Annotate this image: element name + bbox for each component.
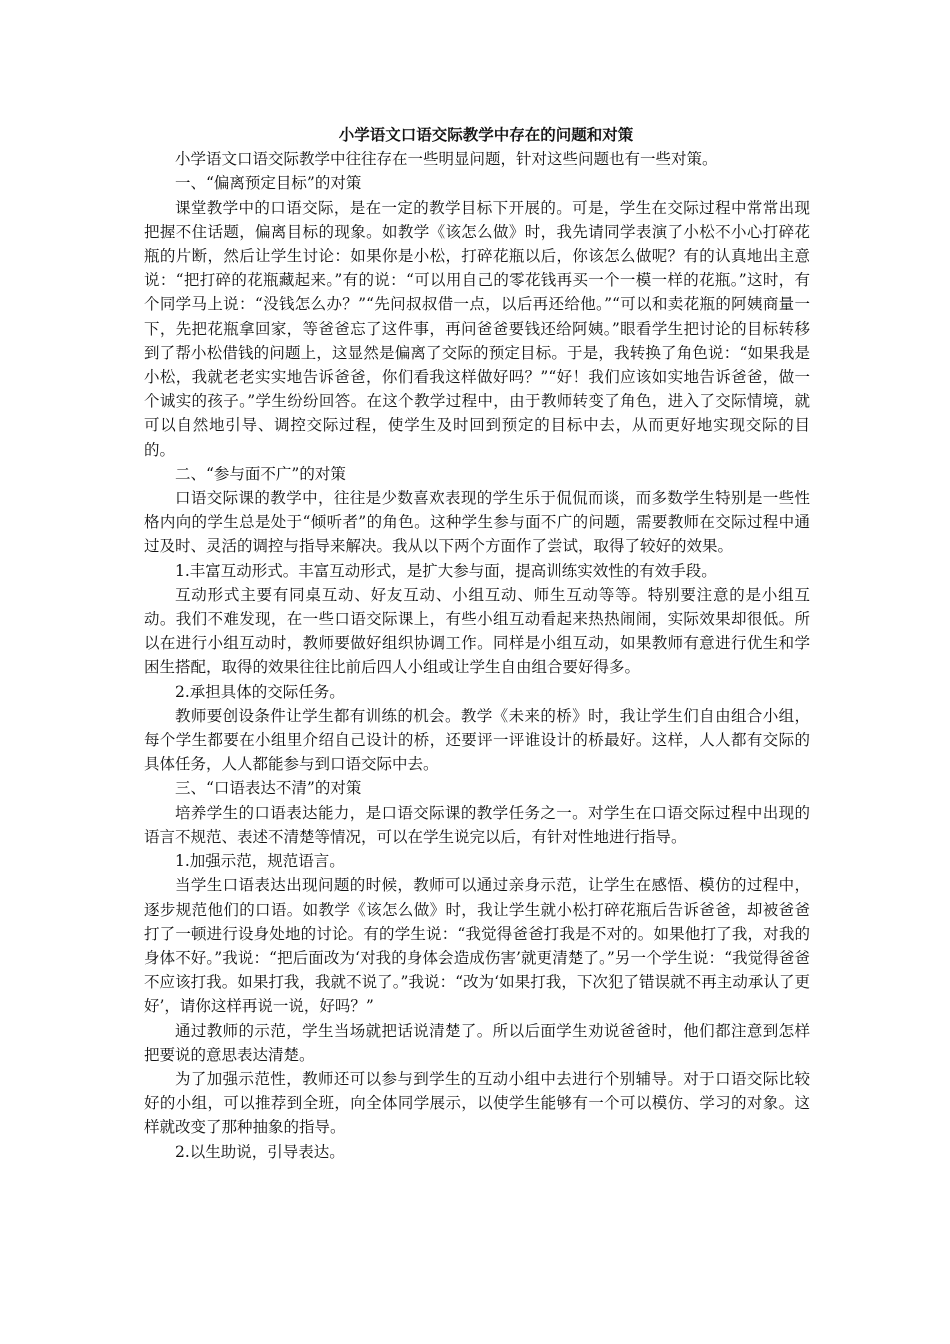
subheading: 1.丰富互动形式。丰富互动形式，是扩大参与面，提高训练实效性的有效手段。	[175, 561, 717, 580]
body-paragraph: 通过教师的示范，学生当场就把话说清楚了。所以后面学生劝说爸爸时，他们都注意到怎样把要说的意思表达清楚。	[144, 1021, 810, 1064]
body-paragraph: 互动形式主要有同桌互动、好友互动、小组互动、师生互动等等。特别要注意的是小组互动。我们不难发现，在一些口语交际课上，有些小组互动看起来热热闹闹，实际效果却很低。所以在进行小组互动时，教师要做好组织协调工作。同样是小组互动，如果教师有意进行优生和学困生搭配，取得的效果往往比前后四人小组或让学生自由组合要好得多。	[144, 585, 810, 677]
section-heading-2: 二、“参与面不广”的对策	[175, 464, 346, 483]
subheading: 2.以生助说，引导表达。	[175, 1142, 345, 1161]
document-body	[144, 123, 810, 1164]
section-heading-1: 一、“偏离预定目标”的对策	[175, 174, 362, 193]
body-paragraph: 口语交际课的教学中，往往是少数喜欢表现的学生乐于侃侃而谈，而多数学生特别是一些性格内向的学生总是处于“倾听者”的角色。这种学生参与面不广的问题，需要教师在交际过程中通过及时、灵活的调控与指导来解决。我从以下两个方面作了尝试，取得了较好的效果。	[144, 489, 810, 556]
body-paragraph: 培养学生的口语表达能力，是口语交际课的教学任务之一。对学生在口语交际过程中出现的语言不规范、表述不清楚等情况，可以在学生说完以后，有针对性地进行指导。	[144, 803, 810, 846]
subheading: 1.加强示范，规范语言。	[175, 852, 345, 871]
body-paragraph: 课堂教学中的口语交际，是在一定的教学目标下开展的。可是，学生在交际过程中常常出现把握不住话题，偏离目标的现象。如教学《该怎么做》时，我先请同学表演了小松不小心打碎花瓶的片断，然后让学生讨论：如果你是小松，打碎花瓶以后，你该怎么做呢？有的认真地出主意说：“把打碎的花瓶藏起来。”有的说：“可以用自己的零花钱再买一个一模一样的花瓶。”这时，有个同学马上说：“没钱怎么办？”“先问叔叔借一点，以后再还给他。”“可以和卖花瓶的阿姨商量一下，先把花瓶拿回家，等爸爸忘了这件事，再问爸爸要钱还给阿姨。”眼看学生把讨论的目标转移到了帮小松借钱的问题上，这显然是偏离了交际的预定目标。于是，我转换了角色说：“如果我是小松，我就老老实实地告诉爸爸，你们看我这样做好吗？”“好！我们应该如实地告诉爸爸，做一个诚实的孩子。”学生纷纷回答。在这个教学过程中，由于教师转变了角色，进入了交际情境，就可以自然地引导、调控交际过程，使学生及时回到预定的目标中去，从而更好地实现交际的目的。	[144, 198, 810, 459]
body-paragraph: 为了加强示范性，教师还可以参与到学生的互动小组中去进行个别辅导。对于口语交际比较好的小组，可以推荐到全班，向全体同学展示，以使学生能够有一个可以模仿、学习的对象。这样就改变了那种抽象的指导。	[144, 1069, 810, 1137]
intro-paragraph: 小学语文口语交际教学中往往存在一些明显问题，针对这些问题也有一些对策。	[175, 150, 718, 169]
body-paragraph: 当学生口语表达出现问题的时候，教师可以通过亲身示范，让学生在感悟、模仿的过程中，逐步规范他们的口语。如教学《该怎么做》时，我让学生就小松打碎花瓶后告诉爸爸，却被爸爸打了一顿进行设身处地的讨论。有的学生说：“我觉得爸爸打我是不对的。如果他打了我，对我的身体不好。”我说：“把后面改为‘对我的身体会造成伤害’就更清楚了。”另一个学生说：“我觉得爸爸不应该打我。如果打我，我就不说了。”我说：“改为‘如果打我，下次犯了错误就不再主动承认了更好’，请你这样再说一说，好吗？”	[144, 876, 810, 1016]
document-title: 小学语文口语交际教学中存在的问题和对策	[338, 125, 634, 144]
body-paragraph: 教师要创设条件让学生都有训练的机会。教学《未来的桥》时，我让学生们自由组合小组，每个学生都要在小组里介绍自己设计的桥，还要评一评谁设计的桥最好。这样，人人都有交际的具体任务，人人都能参与到口语交际中去。	[144, 706, 810, 774]
subheading: 2.承担具体的交际任务。	[175, 682, 345, 701]
section-heading-3: 三、“口语表达不清”的对策	[175, 779, 362, 798]
